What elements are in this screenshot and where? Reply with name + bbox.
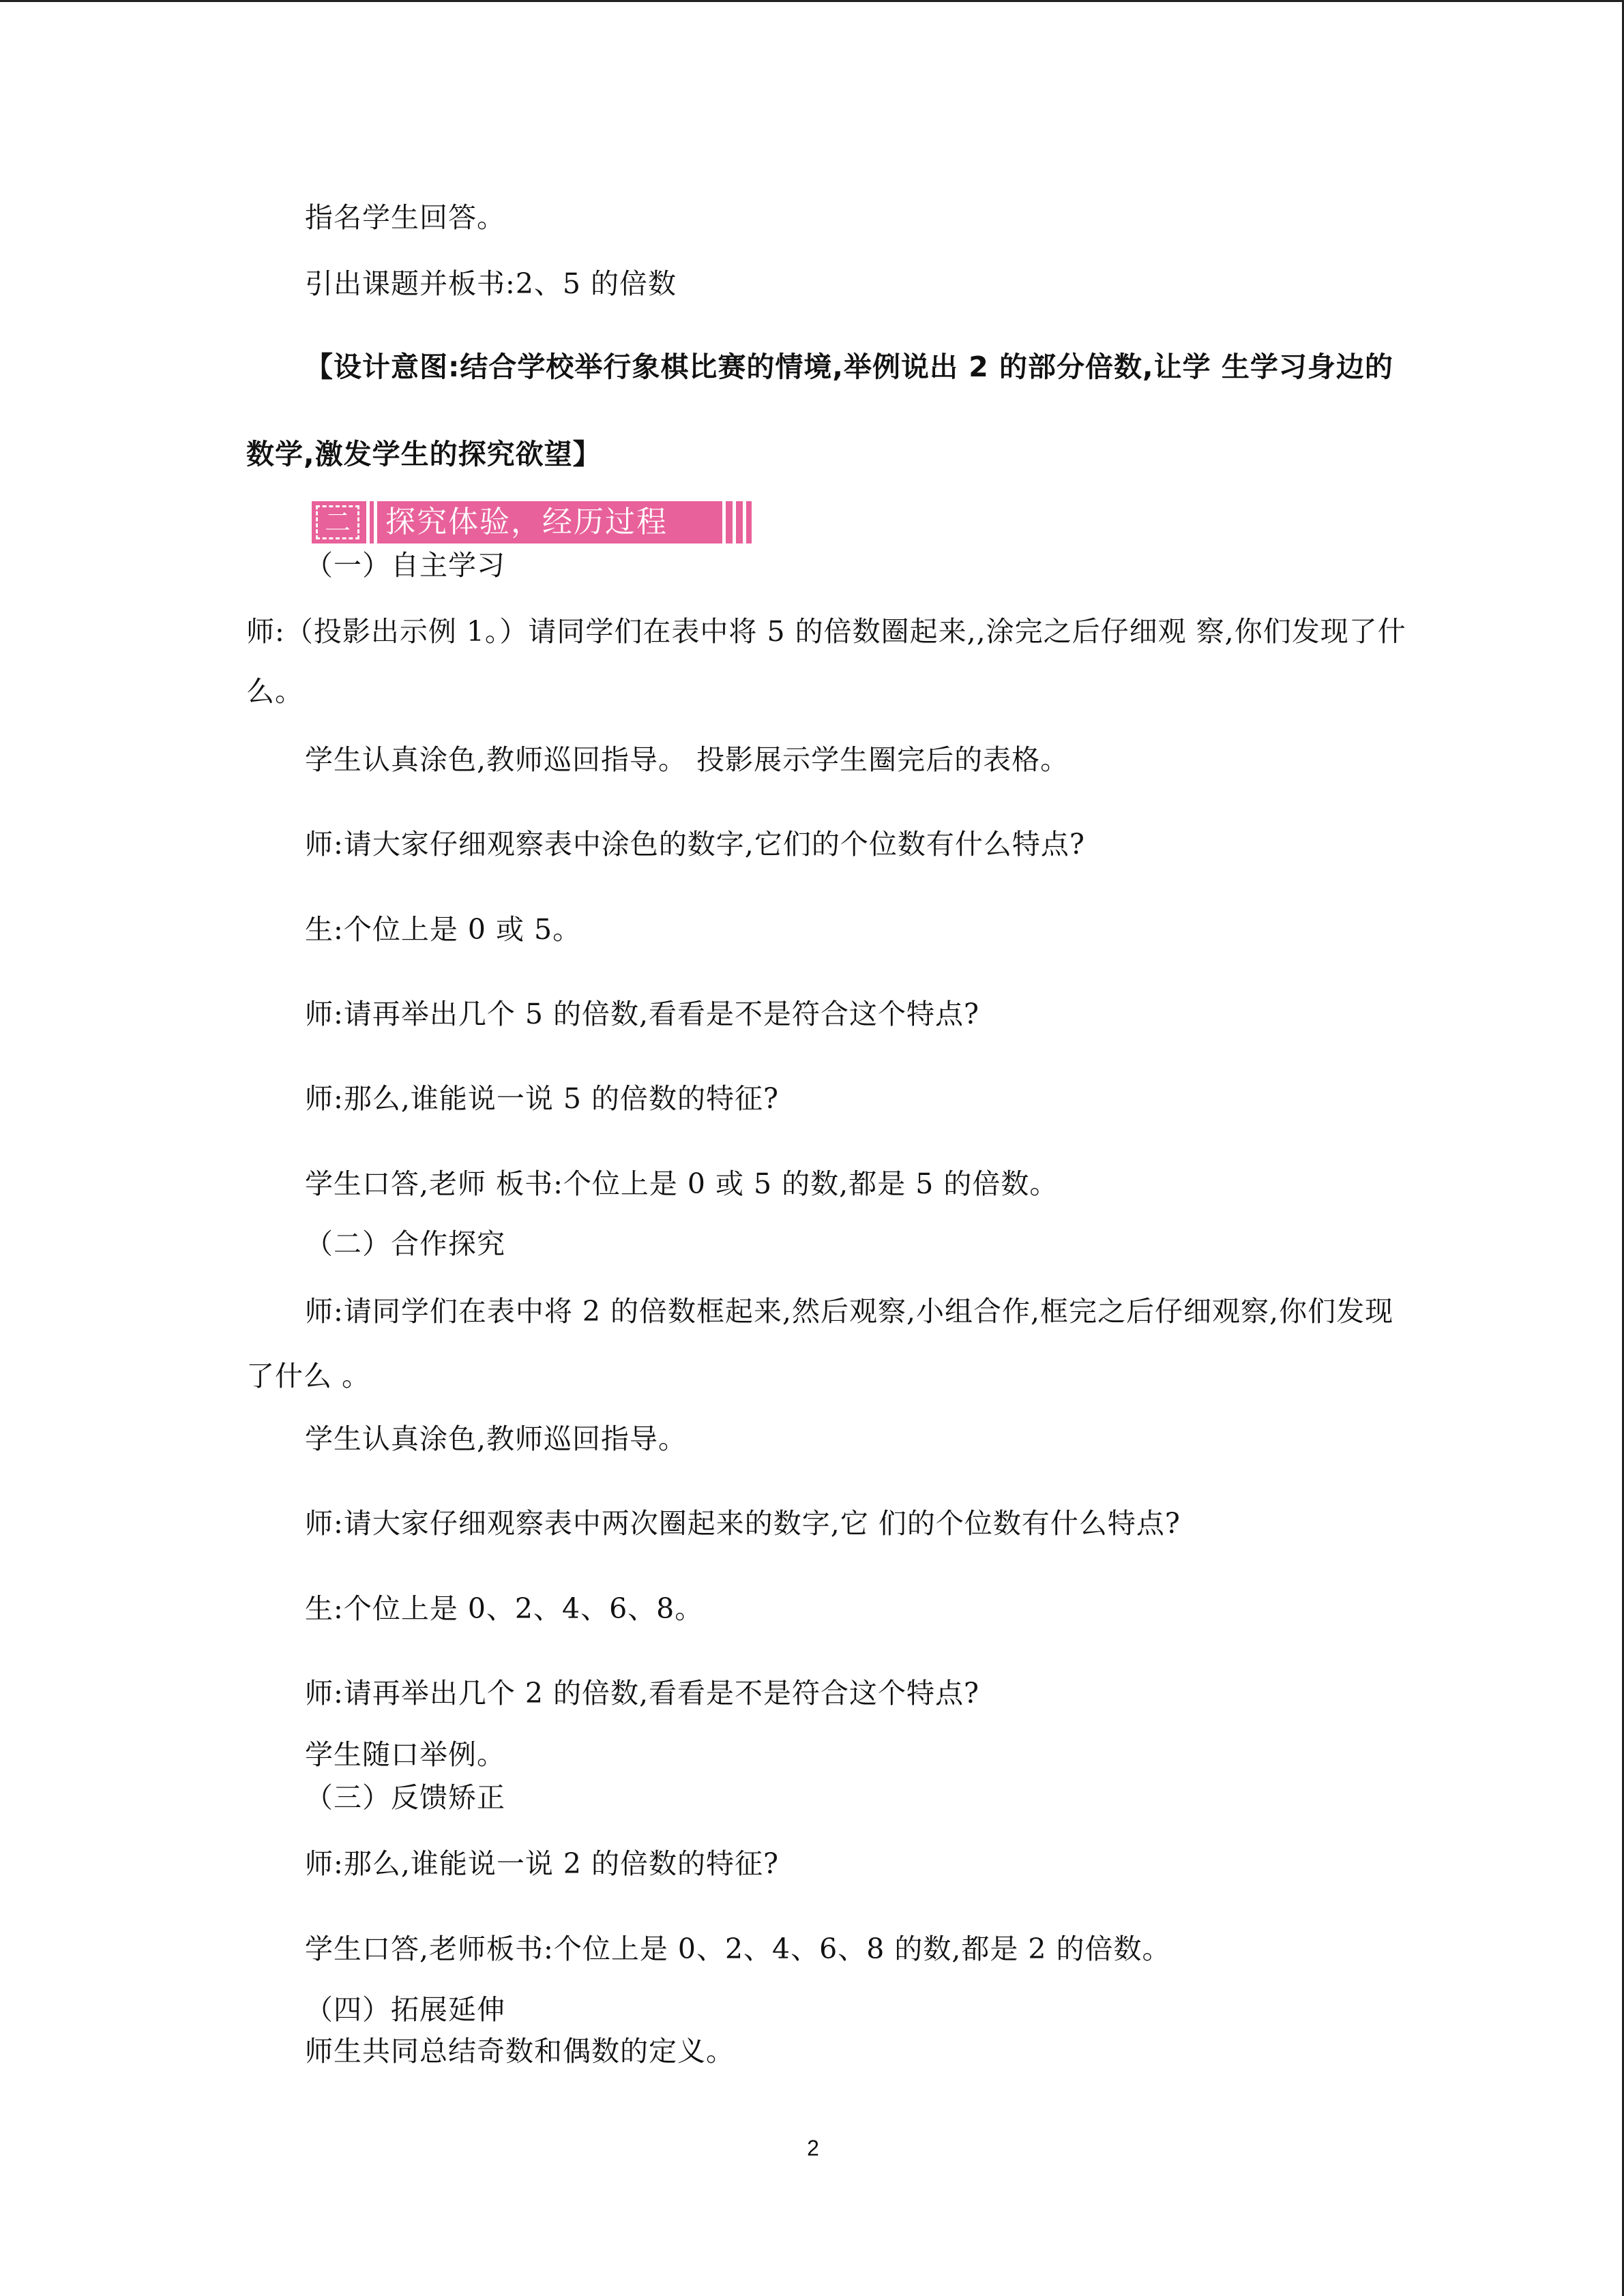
- paragraph: 师:请再举出几个 5 的倍数,看看是不是符合这个特点?: [305, 998, 979, 1030]
- paragraph: 师:（投影出示例 1。）请同学们在表中将 5 的倍数圈起来,,涂完之后仔细观 察,你们发现了什: [246, 615, 1406, 648]
- paragraph: 学生随口举例。: [305, 1738, 505, 1771]
- page-number: 2: [807, 2136, 819, 2160]
- section-title: 探究体验，经历过程: [385, 505, 668, 539]
- paragraph: 师:请同学们在表中将 2 的倍数框起来,然后观察,小组合作,框完之后仔细观察,你们发现: [305, 1295, 1394, 1328]
- paragraph: 了什么 。: [246, 1360, 371, 1392]
- paragraph: 么。: [246, 675, 304, 708]
- paragraph: 师生共同总结奇数和偶数的定义。: [305, 2035, 735, 2068]
- banner-decoration: [366, 501, 377, 543]
- paragraph: 师:那么,谁能说一说 2 的倍数的特征?: [305, 1847, 779, 1880]
- page-top-border: [0, 0, 1624, 2]
- design-intent-line-2: 数学,激发学生的探究欲望】: [246, 438, 602, 471]
- paragraph: 师:那么,谁能说一说 5 的倍数的特征?: [305, 1082, 779, 1115]
- paragraph: 指名学生回答。: [305, 201, 505, 234]
- banner-tail-decoration: [722, 501, 746, 543]
- paragraph: 师:请大家仔细观察表中两次圈起来的数字,它 们的个位数有什么特点?: [305, 1507, 1181, 1540]
- paragraph: 师:请再举出几个 2 的倍数,看看是不是符合这个特点?: [305, 1677, 979, 1710]
- paragraph: 学生口答,老师板书:个位上是 0、2、4、6、8 的数,都是 2 的倍数。: [305, 1933, 1171, 1965]
- subsection-heading: （二）合作探究: [305, 1227, 505, 1260]
- subsection-heading: （三）反馈矫正: [305, 1781, 505, 1814]
- subsection-heading: （四）拓展延伸: [305, 1993, 505, 2026]
- paragraph: 学生口答,老师 板书:个位上是 0 或 5 的数,都是 5 的倍数。: [305, 1167, 1059, 1200]
- subsection-heading: （一）自主学习: [305, 549, 505, 582]
- paragraph: 学生认真涂色,教师巡回指导。: [305, 1422, 688, 1455]
- design-intent-line-1: 【设计意图:结合学校举行象棋比赛的情境,举例说出 2 的部分倍数,让学 生学习身边的: [305, 351, 1393, 383]
- paragraph: 生:个位上是 0 或 5。: [305, 913, 582, 946]
- paragraph: 师:请大家仔细观察表中涂色的数字,它们的个位数有什么特点?: [305, 828, 1085, 861]
- section-banner: [312, 501, 752, 543]
- paragraph: 学生认真涂色,教师巡回指导。 投影展示学生圈完后的表格。: [305, 743, 1069, 776]
- paragraph: 生:个位上是 0、2、4、6、8。: [305, 1592, 704, 1625]
- paragraph: 引出课题并板书:2、5 的倍数: [305, 267, 677, 300]
- section-number: 二: [316, 505, 359, 539]
